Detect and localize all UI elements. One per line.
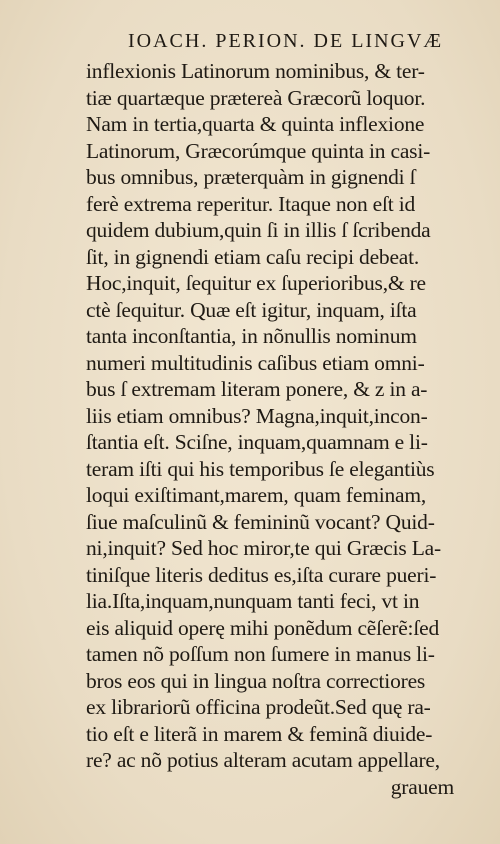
text-line: quidem dubium,quin ſi in illis ſ ſcribenda [86,218,431,242]
text-line: ferè extrema reperitur. Itaque non eſt id [86,191,416,216]
text-line: Hoc,inquit, ſequitur ex ſuperioribus,& re [86,271,426,295]
text-line: inflexionis Latinorum nominibus, & ter- [86,59,425,83]
text-line: tamen nõ poſſum non ſumere in manus li- [86,642,435,666]
text-line: bros eos qui in lingua noſtra correctiores [86,668,426,693]
text-line: tio eſt e literã in marem & feminã diuide- [86,721,433,746]
text-line: tanta inconſtantia, in nõnullis nominum [86,324,417,348]
text-line: tiniſque literis deditus es,iſta curare pueri- [86,562,437,587]
text-block [86,58,460,800]
text-line: bus ſ extremam literam ponere, & z in a- [86,377,428,401]
text-line: loqui exiſtimant,marem, quam feminam, [86,483,427,507]
text-line: ſit, in gignendi etiam caſu recipi debeat. [86,244,420,269]
catchword: grauem [390,774,454,799]
text-line: liis etiam omnibus? Magna,inquit,incon- [86,403,428,428]
text-line: numeri multitudinis caſibus etiam omni- [86,350,425,375]
text-line: ni,inquit? Sed hoc miror,te qui Græcis La- [86,536,441,560]
text-line: Latinorum, Græcorúmque quinta in casi- [86,138,431,163]
text-line: ex librariorũ officina prodeũt.Sed quę ra- [86,695,431,719]
text-line: bus omnibus, præterquàm in gignendi ſ [86,165,416,189]
text-line: teram iſti qui his temporibus ſe elegantiùs [86,456,435,481]
text-line: lia.Iſta,inquam,nunquam tanti feci, vt in [86,589,420,613]
text-line: re? ac nõ potius alteram acutam appellare, [86,748,440,772]
text-line: tiæ quartæque prætereà Græcorũ loquor. [86,85,426,110]
text-line: ſtantia eſt. Sciſne, inquam,quamnam e li- [86,430,428,454]
text-line: Nam in tertia,quarta & quinta inflexione [86,112,425,136]
text-line: ſiue maſculinũ & femininũ vocant? Quid- [86,509,435,534]
text-line: eis aliquid operę mihi ponẽdum cẽſerẽ:ſed [86,615,439,640]
text-line: ctè ſequitur. Quæ eſt igitur, inquam, iſta [86,297,417,322]
running-head: IOACH. PERION. DE LINGVÆ [128,30,444,52]
